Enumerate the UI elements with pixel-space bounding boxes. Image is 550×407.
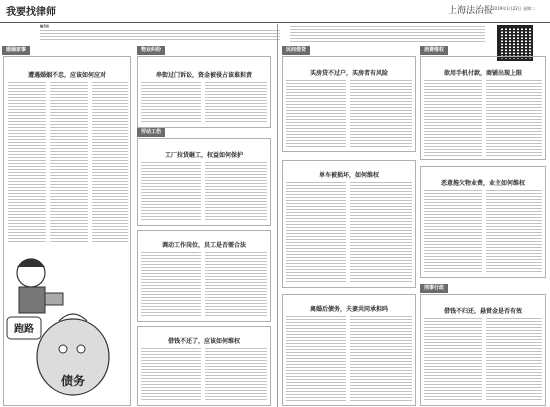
article-title-a11: 借钱不归还，悬赏金是否有效 xyxy=(443,308,522,315)
intro-label: 编者按 xyxy=(40,24,50,28)
article-title-a1: 遭遇婚姻不忠，应该如何应对 xyxy=(27,72,106,79)
article-body xyxy=(350,316,412,402)
section-tag-right-a: 消费维权 xyxy=(420,46,448,55)
article-title-a2: 串街过门诉讼，资金被侵占该谁担责 xyxy=(155,72,252,79)
article-title-a9: 欲用手机付款，商铺出现上限 xyxy=(443,70,522,77)
cartoon-hair xyxy=(17,259,45,268)
article-title-a8: 离婚后债务，夫妻共同承担吗 xyxy=(309,306,388,313)
article-body xyxy=(205,252,267,318)
article-body xyxy=(350,80,412,148)
article-body xyxy=(141,82,201,124)
issue-date: 2019年1月22日 星期二 xyxy=(492,6,536,11)
article-body xyxy=(424,190,482,274)
intro-text xyxy=(40,30,280,42)
article-title-a3: 工厂拉货砸工，权益如何保护 xyxy=(164,152,243,159)
article-title-a4: 调动工作岗位，员工是否需合法 xyxy=(161,242,246,249)
article-body xyxy=(92,82,128,242)
article-title-a6: 买房贷不过户，买房者有风险 xyxy=(309,70,388,77)
article-body xyxy=(141,162,201,222)
article-body xyxy=(286,80,346,148)
article-body xyxy=(424,80,482,156)
article-body xyxy=(205,82,267,124)
svg-element xyxy=(59,345,67,353)
section-tag-mid-a: 物业纠纷 xyxy=(137,46,165,55)
section-tag-left: 婚姻家事 xyxy=(2,46,30,55)
article-body xyxy=(486,318,542,402)
cartoon-label: 债务 xyxy=(60,374,86,388)
cartoon-body xyxy=(19,287,45,313)
article-body xyxy=(205,162,267,222)
section-tag-mid-b: 劳动工伤 xyxy=(137,128,165,137)
article-body xyxy=(486,190,542,274)
article-body xyxy=(205,348,267,402)
article-title-a7: 单车被损坏，如何维权 xyxy=(318,172,379,179)
article-body xyxy=(286,182,346,282)
article-body xyxy=(424,318,482,402)
article-body xyxy=(141,252,201,318)
article-body xyxy=(50,82,88,242)
article-title-a5: 借钱不还了，应该如何维权 xyxy=(167,338,240,345)
debt-cartoon xyxy=(3,245,131,405)
page-title: 我要找律师 xyxy=(6,7,56,18)
article-body xyxy=(350,182,412,282)
article-title-a10: 恶意拖欠物业费，业主如何维权 xyxy=(440,180,525,187)
article-body xyxy=(286,316,346,402)
newspaper-logo: 上海法治报 xyxy=(448,6,494,16)
intro-text-right xyxy=(290,26,485,42)
cartoon-briefcase xyxy=(45,293,63,305)
article-body xyxy=(8,82,46,242)
section-tag-right-b: 刑事行政 xyxy=(420,284,448,293)
chase-label: 跑路 xyxy=(14,324,34,335)
section-tag-mid-c: 民间借贷 xyxy=(282,46,310,55)
article-body xyxy=(141,348,201,402)
svg-element xyxy=(77,345,85,353)
article-body xyxy=(486,80,542,156)
page-divider xyxy=(277,24,278,407)
